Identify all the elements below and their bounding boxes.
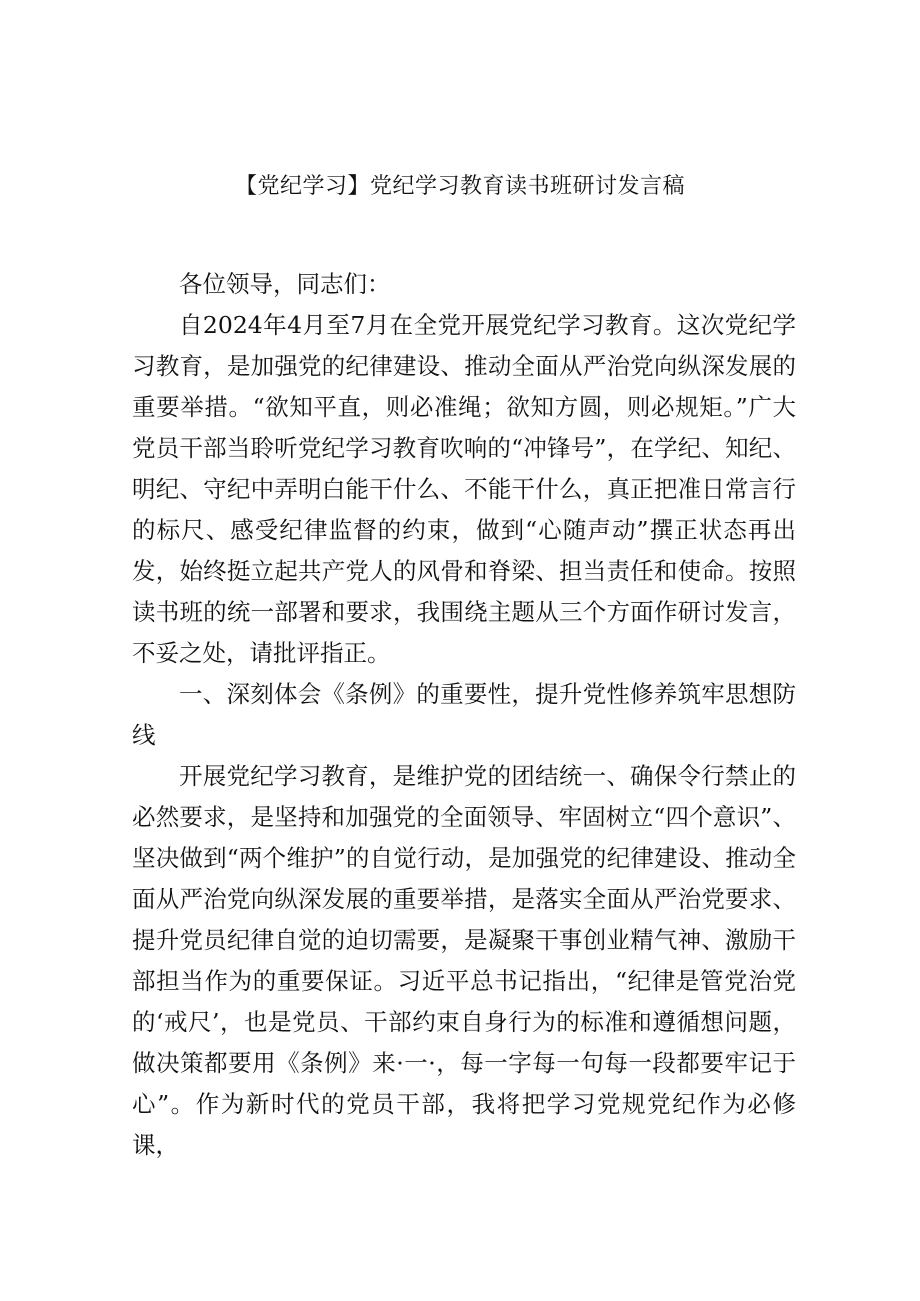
intro-paragraph: 自2024年4月至7月在全党开展党纪学习教育。这次党纪学习教育，是加强党的纪律建设、推动全面从严治党向纵深发展的重要举措。“欲知平直，则必准绳；欲知方圆，则必规矩。”广大党员干部当聆听党纪学习教育吹响的“冲锋号”，在学纪、知纪、明纪、守纪中弄明白能干什么、不能干什么，真正把准日常言行的标尺、感受纪律监督的约束，做到“心随声动”撰正状态再出发，始终挺立起共产党人的风骨和脊梁、担当责任和使命。按照读书班的统一部署和要求，我围绕主题从三个方面作研讨发言，不妥之处，请批评指正。	[132, 311, 796, 667]
section-paragraph: 开展党纪学习教育，是维护党的团结统一、确保令行禁止的必然要求，是坚持和加强党的全面领导、牢固树立“四个意识”、坚决做到“两个维护”的自觉行动，是加强党的纪律建设、推动全面从严治党向纵深发展的重要举措，是落实全面从严治党要求、提升党员纪律自觉的迫切需要，是凝聚干事创业精气神、激励干部担当作为的重要保证。习近平总书记指出，“纪律是管党治党的‘戒尺’，也是党员、干部约束自身行为的标准和遵循想问题，做决策都要用《条例》来·一·，每一字每一句每一段都要牢记于心”。作为新时代的党员干部，我将把学习党规党纪作为必修课，	[132, 762, 796, 1159]
section-heading: 一、深刻体会《条例》的重要性，提升党性修养筑牢思想防线	[132, 680, 796, 749]
salutation-paragraph: 各位领导，同志们：	[179, 270, 391, 298]
document-body	[132, 264, 796, 1166]
document-title: 【党纪学习】党纪学习教育读书班研讨发言稿	[234, 174, 685, 199]
